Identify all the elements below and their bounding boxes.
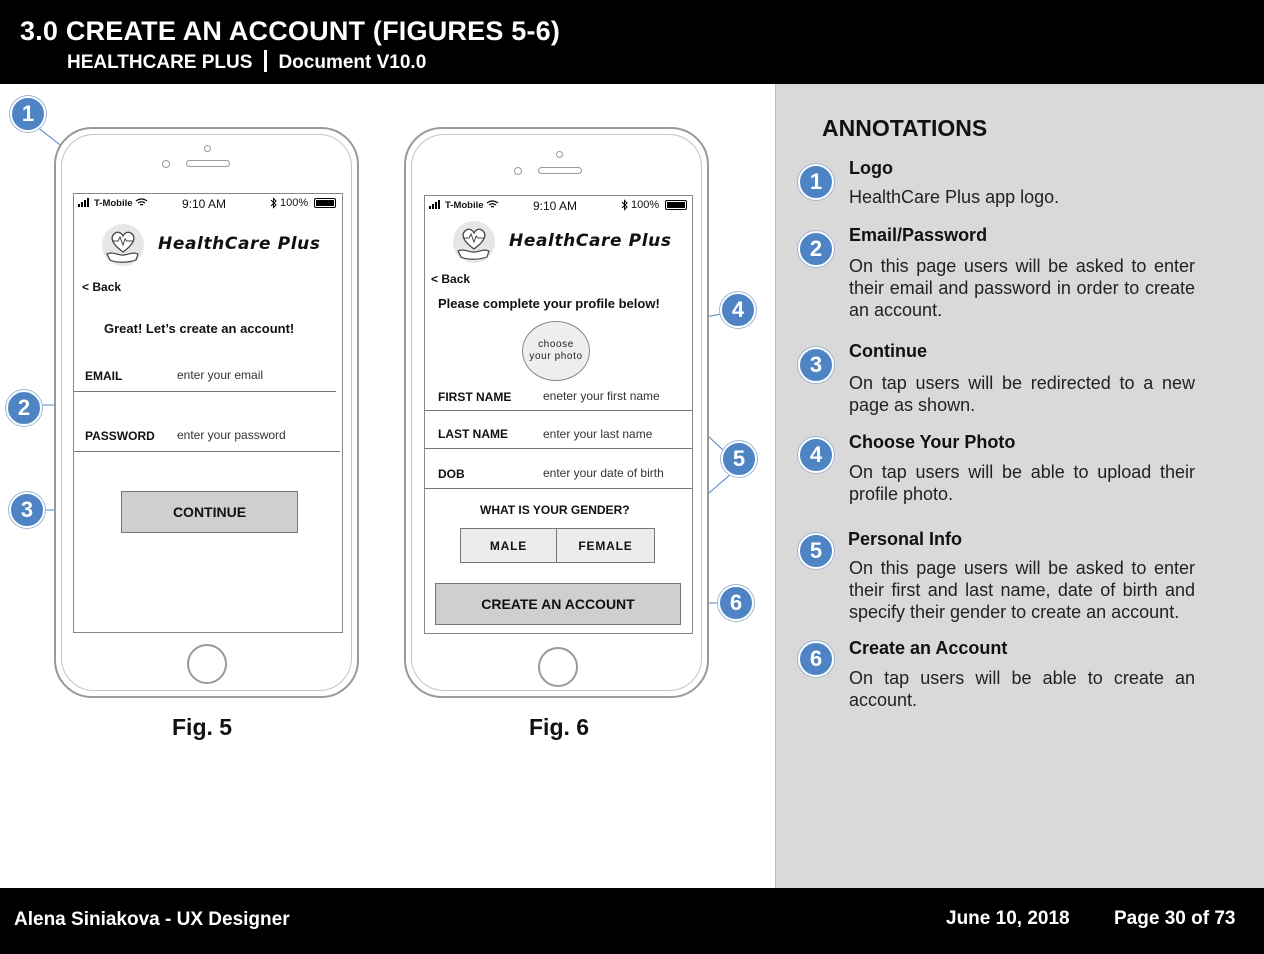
last-name-field[interactable]: enter your last name — [543, 427, 653, 441]
battery-icon — [665, 200, 687, 210]
first-name-label: FIRST NAME — [438, 390, 512, 404]
front-camera-icon — [204, 145, 211, 152]
document-version: Document V10.0 — [278, 52, 427, 73]
annotation-badge: 2 — [798, 231, 834, 267]
first-name-field[interactable]: eneter your first name — [543, 389, 660, 403]
annotation-desc: On tap users will be able to create an account. — [849, 668, 1195, 710]
gender-label: WHAT IS YOUR GENDER? — [480, 503, 630, 517]
dob-underline — [425, 488, 692, 489]
phone-mockup-fig5 — [54, 127, 359, 698]
status-bar — [74, 194, 342, 214]
callout-badge-1: 1 — [10, 96, 46, 132]
app-name: HealthCare Plus — [509, 231, 672, 251]
page-subtitle — [67, 50, 426, 74]
status-time: 9:10 AM — [533, 199, 578, 213]
back-label: Back — [92, 280, 122, 294]
carrier — [429, 200, 499, 211]
annotation-desc: HealthCare Plus app logo. — [849, 187, 1060, 207]
callout-badge-5: 5 — [721, 441, 757, 477]
status-bar — [425, 196, 692, 216]
battery-percent: 100% — [280, 197, 309, 209]
page-footer — [0, 888, 1264, 954]
back-button[interactable] — [82, 280, 121, 294]
battery-percent: 100% — [631, 199, 660, 211]
callout-badge-3: 3 — [9, 492, 45, 528]
screen-fig6 — [424, 195, 693, 634]
annotation-desc: On this page users will be asked to enter their first and last name, date of birth and specify their gender to create an account. — [849, 558, 1195, 622]
password-field[interactable]: enter your password — [177, 428, 286, 442]
annotations-heading: ANNOTATIONS — [822, 115, 988, 141]
wifi-icon — [135, 198, 148, 207]
signal-icon — [78, 198, 92, 207]
gender-female-option[interactable]: FEMALE — [556, 528, 655, 563]
app-logo-icon — [102, 224, 144, 266]
annotation-badge: 3 — [798, 347, 834, 383]
phone-mockup-fig6 — [404, 127, 709, 698]
status-time: 9:10 AM — [182, 197, 227, 211]
dob-field[interactable]: enter your date of birth — [543, 466, 664, 480]
continue-button[interactable]: CONTINUE — [121, 491, 298, 533]
gender-male-option[interactable]: MALE — [460, 528, 557, 563]
create-account-button[interactable]: CREATE AN ACCOUNT — [435, 583, 681, 625]
annotations-panel — [775, 84, 1264, 888]
subtitle-divider — [264, 50, 267, 72]
wifi-icon — [486, 200, 499, 209]
annotation-badge: 4 — [798, 437, 834, 473]
carrier — [78, 198, 148, 209]
email-field[interactable]: enter your email — [177, 368, 264, 382]
dob-label: DOB — [438, 467, 465, 481]
bluetooth-icon — [621, 199, 628, 211]
email-label: EMAIL — [85, 369, 123, 383]
speaker-icon — [538, 167, 582, 174]
back-button[interactable] — [431, 272, 470, 286]
back-label: Back — [441, 272, 471, 286]
chevron-left-icon: < — [431, 272, 439, 286]
annotation-title: Logo — [849, 158, 893, 178]
sensor-icon — [514, 167, 522, 175]
profile-heading: Please complete your profile below! — [438, 296, 660, 311]
annotation-badge: 6 — [798, 641, 834, 677]
footer-author: Alena Siniakova - UX Designer — [14, 909, 290, 930]
password-label: PASSWORD — [85, 429, 155, 443]
create-account-heading: Great! Let’s create an account! — [104, 321, 295, 336]
home-button-icon — [187, 644, 227, 684]
annotation-badge: 1 — [798, 164, 834, 200]
annotation-desc: On tap users will be redirected to a new page as shown. — [849, 373, 1195, 415]
home-button-icon — [538, 647, 578, 687]
callout-badge-2: 2 — [6, 390, 42, 426]
first-name-underline — [425, 410, 692, 411]
bluetooth-icon — [270, 197, 277, 209]
chevron-left-icon: < — [82, 280, 90, 294]
photo-label-line1: choose — [538, 339, 574, 350]
sensor-icon — [162, 160, 170, 168]
page-header — [0, 0, 1264, 84]
app-name: HealthCare Plus — [158, 234, 321, 254]
annotation-desc: On this page users will be asked to enter their email and password in order to create an account. — [849, 256, 1195, 320]
annotation-title: Personal Info — [848, 529, 963, 549]
password-underline — [74, 451, 340, 452]
email-underline — [74, 391, 336, 392]
annotation-title: Create an Account — [849, 638, 1008, 658]
signal-icon — [429, 200, 443, 209]
annotation-title: Email/Password — [849, 225, 988, 245]
annotation-badge: 5 — [798, 533, 834, 569]
footer-date: June 10, 2018 — [946, 908, 1070, 929]
screen-fig5 — [73, 193, 343, 633]
annotation-desc: On tap users will be able to upload their profile photo. — [849, 462, 1195, 504]
page-title: 3.0 CREATE AN ACCOUNT (FIGURES 5-6) — [20, 16, 561, 46]
figure-caption-5: Fig. 5 — [172, 714, 233, 740]
annotation-title: Choose Your Photo — [849, 432, 1016, 452]
annotation-title: Continue — [849, 341, 927, 361]
callout-badge-4: 4 — [720, 292, 756, 328]
app-logo-icon — [453, 221, 495, 263]
callout-badge-6: 6 — [718, 585, 754, 621]
footer-page-number: Page 30 of 73 — [1114, 908, 1236, 929]
carrier-name: T-Mobile — [94, 198, 133, 209]
choose-photo-button[interactable] — [522, 321, 590, 381]
speaker-icon — [186, 160, 230, 167]
figure-caption-6: Fig. 6 — [529, 714, 590, 740]
battery-icon — [314, 198, 336, 208]
last-name-underline — [425, 448, 692, 449]
last-name-label: LAST NAME — [438, 427, 508, 441]
project-name: HEALTHCARE PLUS — [67, 52, 253, 73]
front-camera-icon — [556, 151, 563, 158]
photo-label-line2: your photo — [529, 351, 583, 362]
carrier-name: T-Mobile — [445, 200, 484, 211]
